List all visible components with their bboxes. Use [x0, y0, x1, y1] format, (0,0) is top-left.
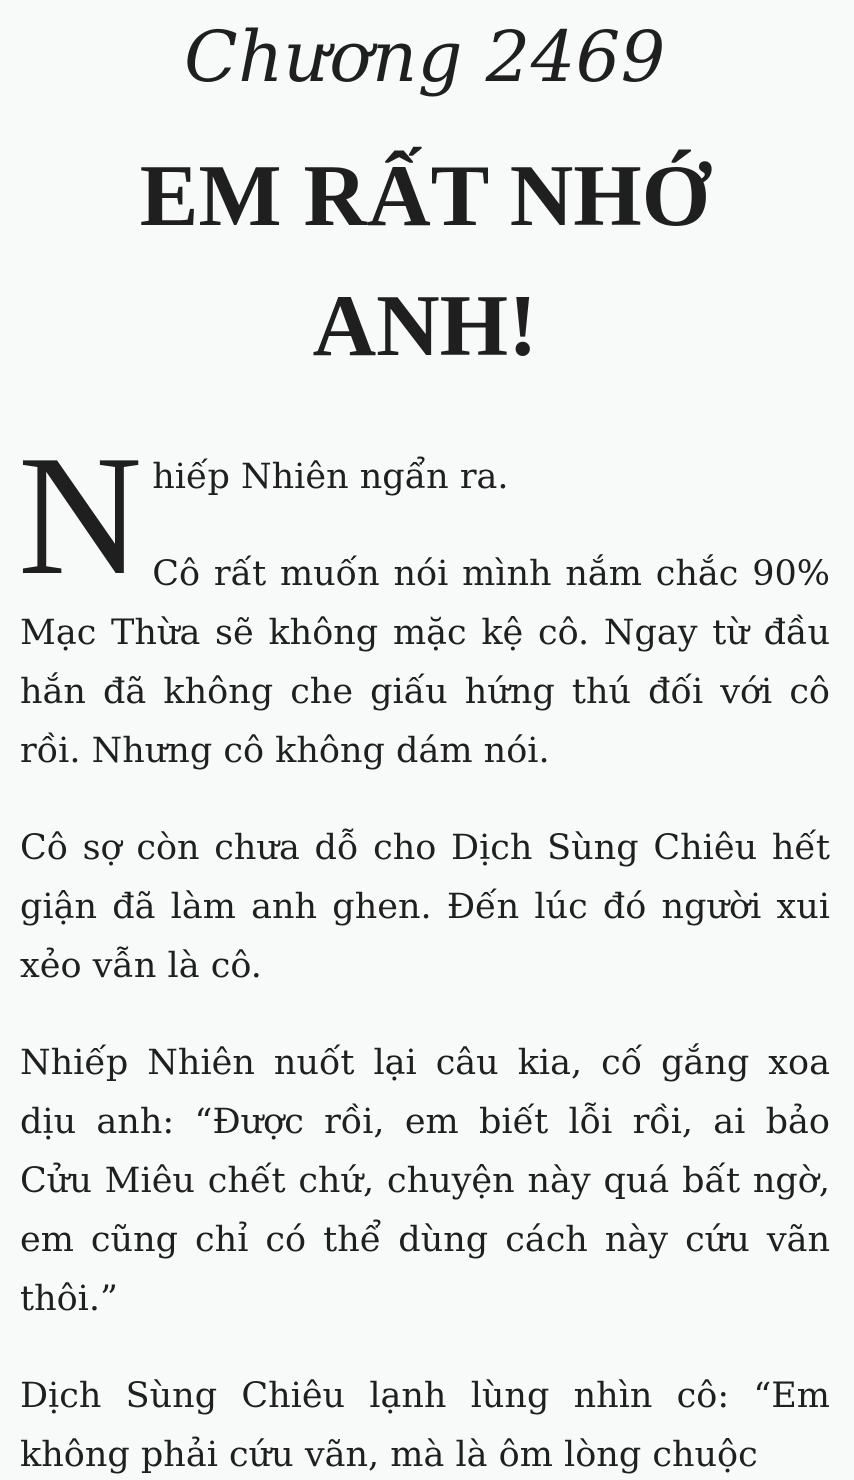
chapter-title: EM RẤT NHỚ ANH!: [139, 148, 711, 375]
paragraph: Nhiếp Nhiên nuốt lại câu kia, cố gắng xoa dịu anh: “Được rồi, em biết lỗi rồi, ai bảo Cửu Miêu chết chứ, chuyện này quá bất ngờ, em cũng chỉ có thể dùng cách này cứu vãn thôi.”: [20, 1043, 830, 1319]
paragraph-first-line: hiếp Nhiên ngẩn ra.: [152, 457, 509, 497]
paragraph: Dịch Sùng Chiêu lạnh lùng nhìn cô: “Em không phải cứu vãn, mà là ôm lòng chuộc: [20, 1376, 830, 1475]
paragraph: Cô rất muốn nói mình nắm chắc 90% Mạc Thừa sẽ không mặc kệ cô. Ngay từ đầu hắn đã không che giấu hứng thú đối với cô rồi. Nhưng cô không dám nói.: [20, 554, 830, 771]
paragraph: Cô sợ còn chưa dỗ cho Dịch Sùng Chiêu hết giận đã làm anh ghen. Đến lúc đó người xui xẻo vẫn là cô.: [20, 828, 830, 986]
chapter-number: Chương 2469: [184, 16, 666, 98]
chapter-content: [18, 421, 830, 1480]
drop-cap: N: [18, 421, 143, 611]
